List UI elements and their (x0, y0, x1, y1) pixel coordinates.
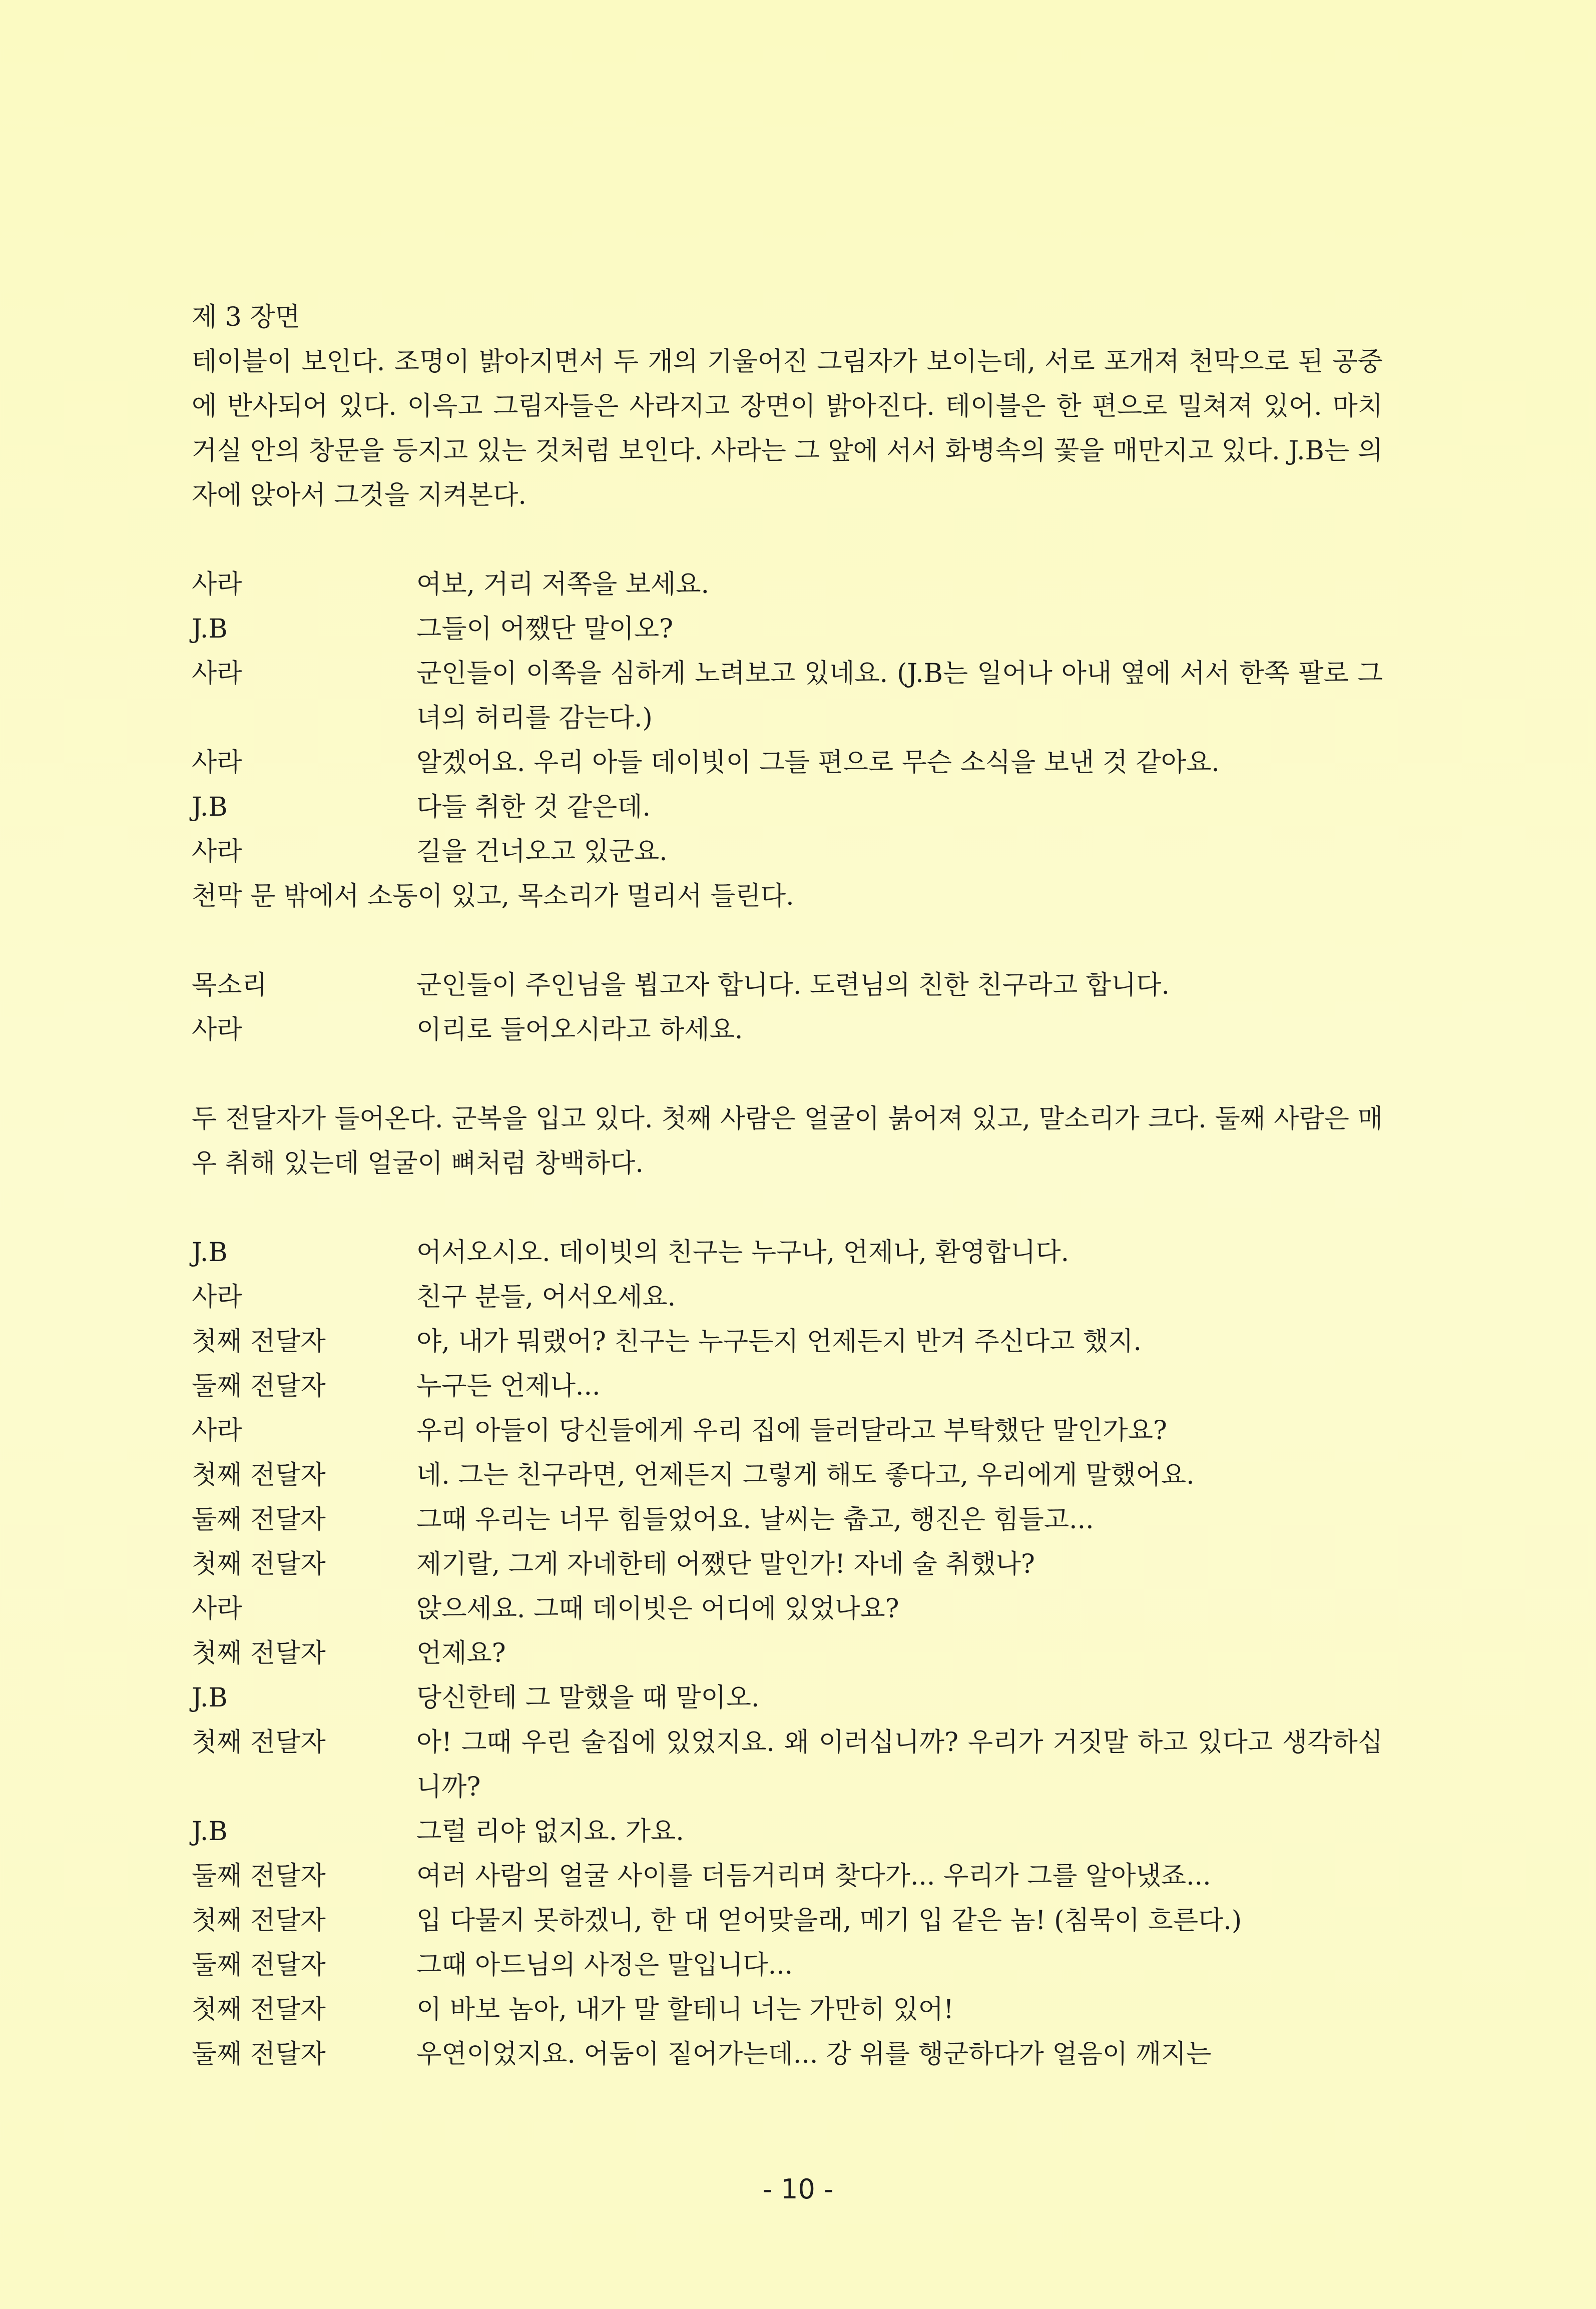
speaker-name: 첫째 전달자 (192, 1638, 326, 1668)
speech-text: 그때 아드님의 사정은 말입니다... (416, 1950, 793, 1980)
speaker-name: 사라 (192, 659, 242, 689)
speaker-name: 사라 (192, 1282, 242, 1312)
speaker-name: 첫째 전달자 (192, 1727, 326, 1758)
dialogue-line (192, 1988, 1383, 2032)
speaker-name: 첫째 전달자 (192, 1327, 326, 1357)
speaker-name: J.B (192, 1683, 228, 1713)
speech-text: 당신한테 그 말했을 때 말이오. (416, 1683, 760, 1713)
speech-text: 그들이 어쨌단 말이오? (416, 614, 674, 644)
dialogue-line (192, 1943, 1383, 1988)
speaker-name: 사라 (192, 1015, 242, 1045)
speech-text: 언제요? (416, 1638, 506, 1668)
speaker-name: J.B (192, 1817, 228, 1847)
spacer (192, 919, 1383, 963)
dialogue-line (192, 1676, 1383, 1720)
dialogue-line (192, 1453, 1383, 1498)
speaker-name: 목소리 (192, 970, 267, 1000)
dialogue-line (192, 607, 1383, 652)
speech-text: 그럴 리야 없지요. 가요. (416, 1817, 684, 1847)
speech-text: 여보, 거리 저쪽을 보세요. (416, 569, 709, 600)
dialogue-line (192, 1631, 1383, 1676)
dialogue-line (192, 1810, 1383, 1854)
speech-text: 이리로 들어오시라고 하세요. (416, 1015, 743, 1045)
dialogue-line (192, 1275, 1383, 1320)
speaker-name: J.B (192, 614, 228, 644)
speaker-name: 사라 (192, 1594, 242, 1624)
speech-text: 제기랄, 그게 자네한테 어쨌단 말인가! 자네 술 취했나? (416, 1549, 1035, 1579)
dialogue-line (192, 963, 1383, 1008)
speech-text: 누구든 언제나... (416, 1371, 601, 1401)
speaker-name: 둘째 전달자 (192, 2039, 326, 2069)
spacer (192, 1186, 1383, 1231)
speaker-name: 사라 (192, 1416, 242, 1446)
stage-direction: 두 전달자가 들어온다. 군복을 입고 있다. 첫째 사람은 얼굴이 붉어져 있고, 말소리가 크다. 둘째 사람은 매우 취해 있는데 얼굴이 뼈처럼 창백하다. (192, 1104, 1383, 1179)
speech-text: 어서오시오. 데이빗의 친구는 누구나, 언제나, 환영합니다. (416, 1238, 1070, 1268)
dialogue-line (192, 1364, 1383, 1409)
dialogue-line (192, 1587, 1383, 1631)
speaker-name: 사라 (192, 748, 242, 778)
dialogue-line (192, 1008, 1383, 1052)
dialogue-line (192, 785, 1383, 830)
speaker-name: 첫째 전달자 (192, 1549, 326, 1579)
speech-text: 군인들이 주인님을 뵙고자 합니다. 도련님의 친한 친구라고 합니다. (416, 970, 1170, 1000)
speaker-name: 사라 (192, 569, 242, 600)
dialogue-line (192, 2032, 1383, 2077)
scene-title: 제 3 장면 (192, 302, 300, 332)
speaker-name: 첫째 전달자 (192, 1995, 326, 2025)
speaker-name: 사라 (192, 837, 242, 867)
speaker-name: J.B (192, 792, 228, 822)
speech-text: 우리 아들이 당신들에게 우리 집에 들러달라고 부탁했단 말인가요? (416, 1416, 1167, 1446)
speech-text: 이 바보 놈아, 내가 말 할테니 너는 가만히 있어! (416, 1995, 954, 2025)
speaker-name: J.B (192, 1238, 228, 1268)
dialogue-line (192, 1899, 1383, 1943)
speaker-name: 둘째 전달자 (192, 1371, 326, 1401)
speech-text: 친구 분들, 어서오세요. (416, 1282, 676, 1312)
dialogue-line (192, 1409, 1383, 1453)
dialogue-line (192, 652, 1383, 741)
speech-text: 알겠어요. 우리 아들 데이빗이 그들 편으로 무슨 소식을 보낸 것 같아요. (416, 748, 1220, 778)
dialogue-line (192, 1231, 1383, 1275)
spacer (192, 1052, 1383, 1097)
speech-text: 여러 사람의 얼굴 사이를 더듬거리며 찾다가... 우리가 그를 알아냈죠... (416, 1861, 1211, 1891)
dialogue-line (192, 562, 1383, 607)
speaker-name: 첫째 전달자 (192, 1906, 326, 1936)
speech-text: 다들 취한 것 같은데. (416, 792, 651, 822)
dialogue-block-2 (192, 963, 1383, 1052)
speaker-name: 둘째 전달자 (192, 1861, 326, 1891)
speech-text: 앉으세요. 그때 데이빗은 어디에 있었나요? (416, 1594, 899, 1624)
dialogue-line (192, 1498, 1383, 1542)
speaker-name: 첫째 전달자 (192, 1460, 326, 1490)
dialogue-line (192, 1320, 1383, 1364)
dialogue-line (192, 1720, 1383, 1810)
stage-direction: 천막 문 밖에서 소동이 있고, 목소리가 멀리서 들린다. (192, 881, 794, 911)
speech-text: 군인들이 이쪽을 심하게 노려보고 있네요. (J.B는 일어나 아내 옆에 서서 한쪽 팔로 그녀의 허리를 감는다.) (416, 659, 1383, 733)
dialogue-line (192, 741, 1383, 785)
speech-text: 아! 그때 우린 술집에 있었지요. 왜 이러십니까? 우리가 거짓말 하고 있다고 생각하십니까? (416, 1727, 1383, 1802)
speech-text: 그때 우리는 너무 힘들었어요. 날씨는 춥고, 행진은 힘들고... (416, 1505, 1094, 1535)
stage-direction-intro: 테이블이 보인다. 조명이 밝아지면서 두 개의 기울어진 그림자가 보이는데, 서로 포개져 천막으로 된 공중에 반사되어 있다. 이윽고 그림자들은 사라지고 장면이 밝아진다. 테이블은 한 편으로 밀쳐져 있어. 마치 거실 안의 창문을 등지고 있는 것처럼 보인다. 사라는 그 앞에 서서 화병속의 꽃을 매만지고 있다. J.B는 의자에 앉아서 그것을 지켜본다. (192, 347, 1383, 510)
dialogue-line (192, 1854, 1383, 1899)
speech-text: 네. 그는 친구라면, 언제든지 그렇게 해도 좋다고, 우리에게 말했어요. (416, 1460, 1195, 1490)
dialogue-line (192, 830, 1383, 874)
speech-text: 우연이었지요. 어둠이 짙어가는데... 강 위를 행군하다가 얼음이 깨지는 (416, 2039, 1212, 2069)
dialogue-block-3 (192, 1231, 1383, 2077)
speech-text: 야, 내가 뭐랬어? 친구는 누구든지 언제든지 반겨 주신다고 했지. (416, 1327, 1142, 1357)
script-body (192, 295, 1383, 2077)
dialogue-block-1 (192, 562, 1383, 874)
spacer (192, 518, 1383, 562)
speaker-name: 둘째 전달자 (192, 1505, 326, 1535)
speech-text: 길을 건너오고 있군요. (416, 837, 668, 867)
dialogue-line (192, 1542, 1383, 1587)
speaker-name: 둘째 전달자 (192, 1950, 326, 1980)
speech-text: 입 다물지 못하겠니, 한 대 얻어맞을래, 메기 입 같은 놈! (침묵이 흐른다.) (416, 1906, 1242, 1936)
page-number: - 10 - (762, 2173, 834, 2205)
